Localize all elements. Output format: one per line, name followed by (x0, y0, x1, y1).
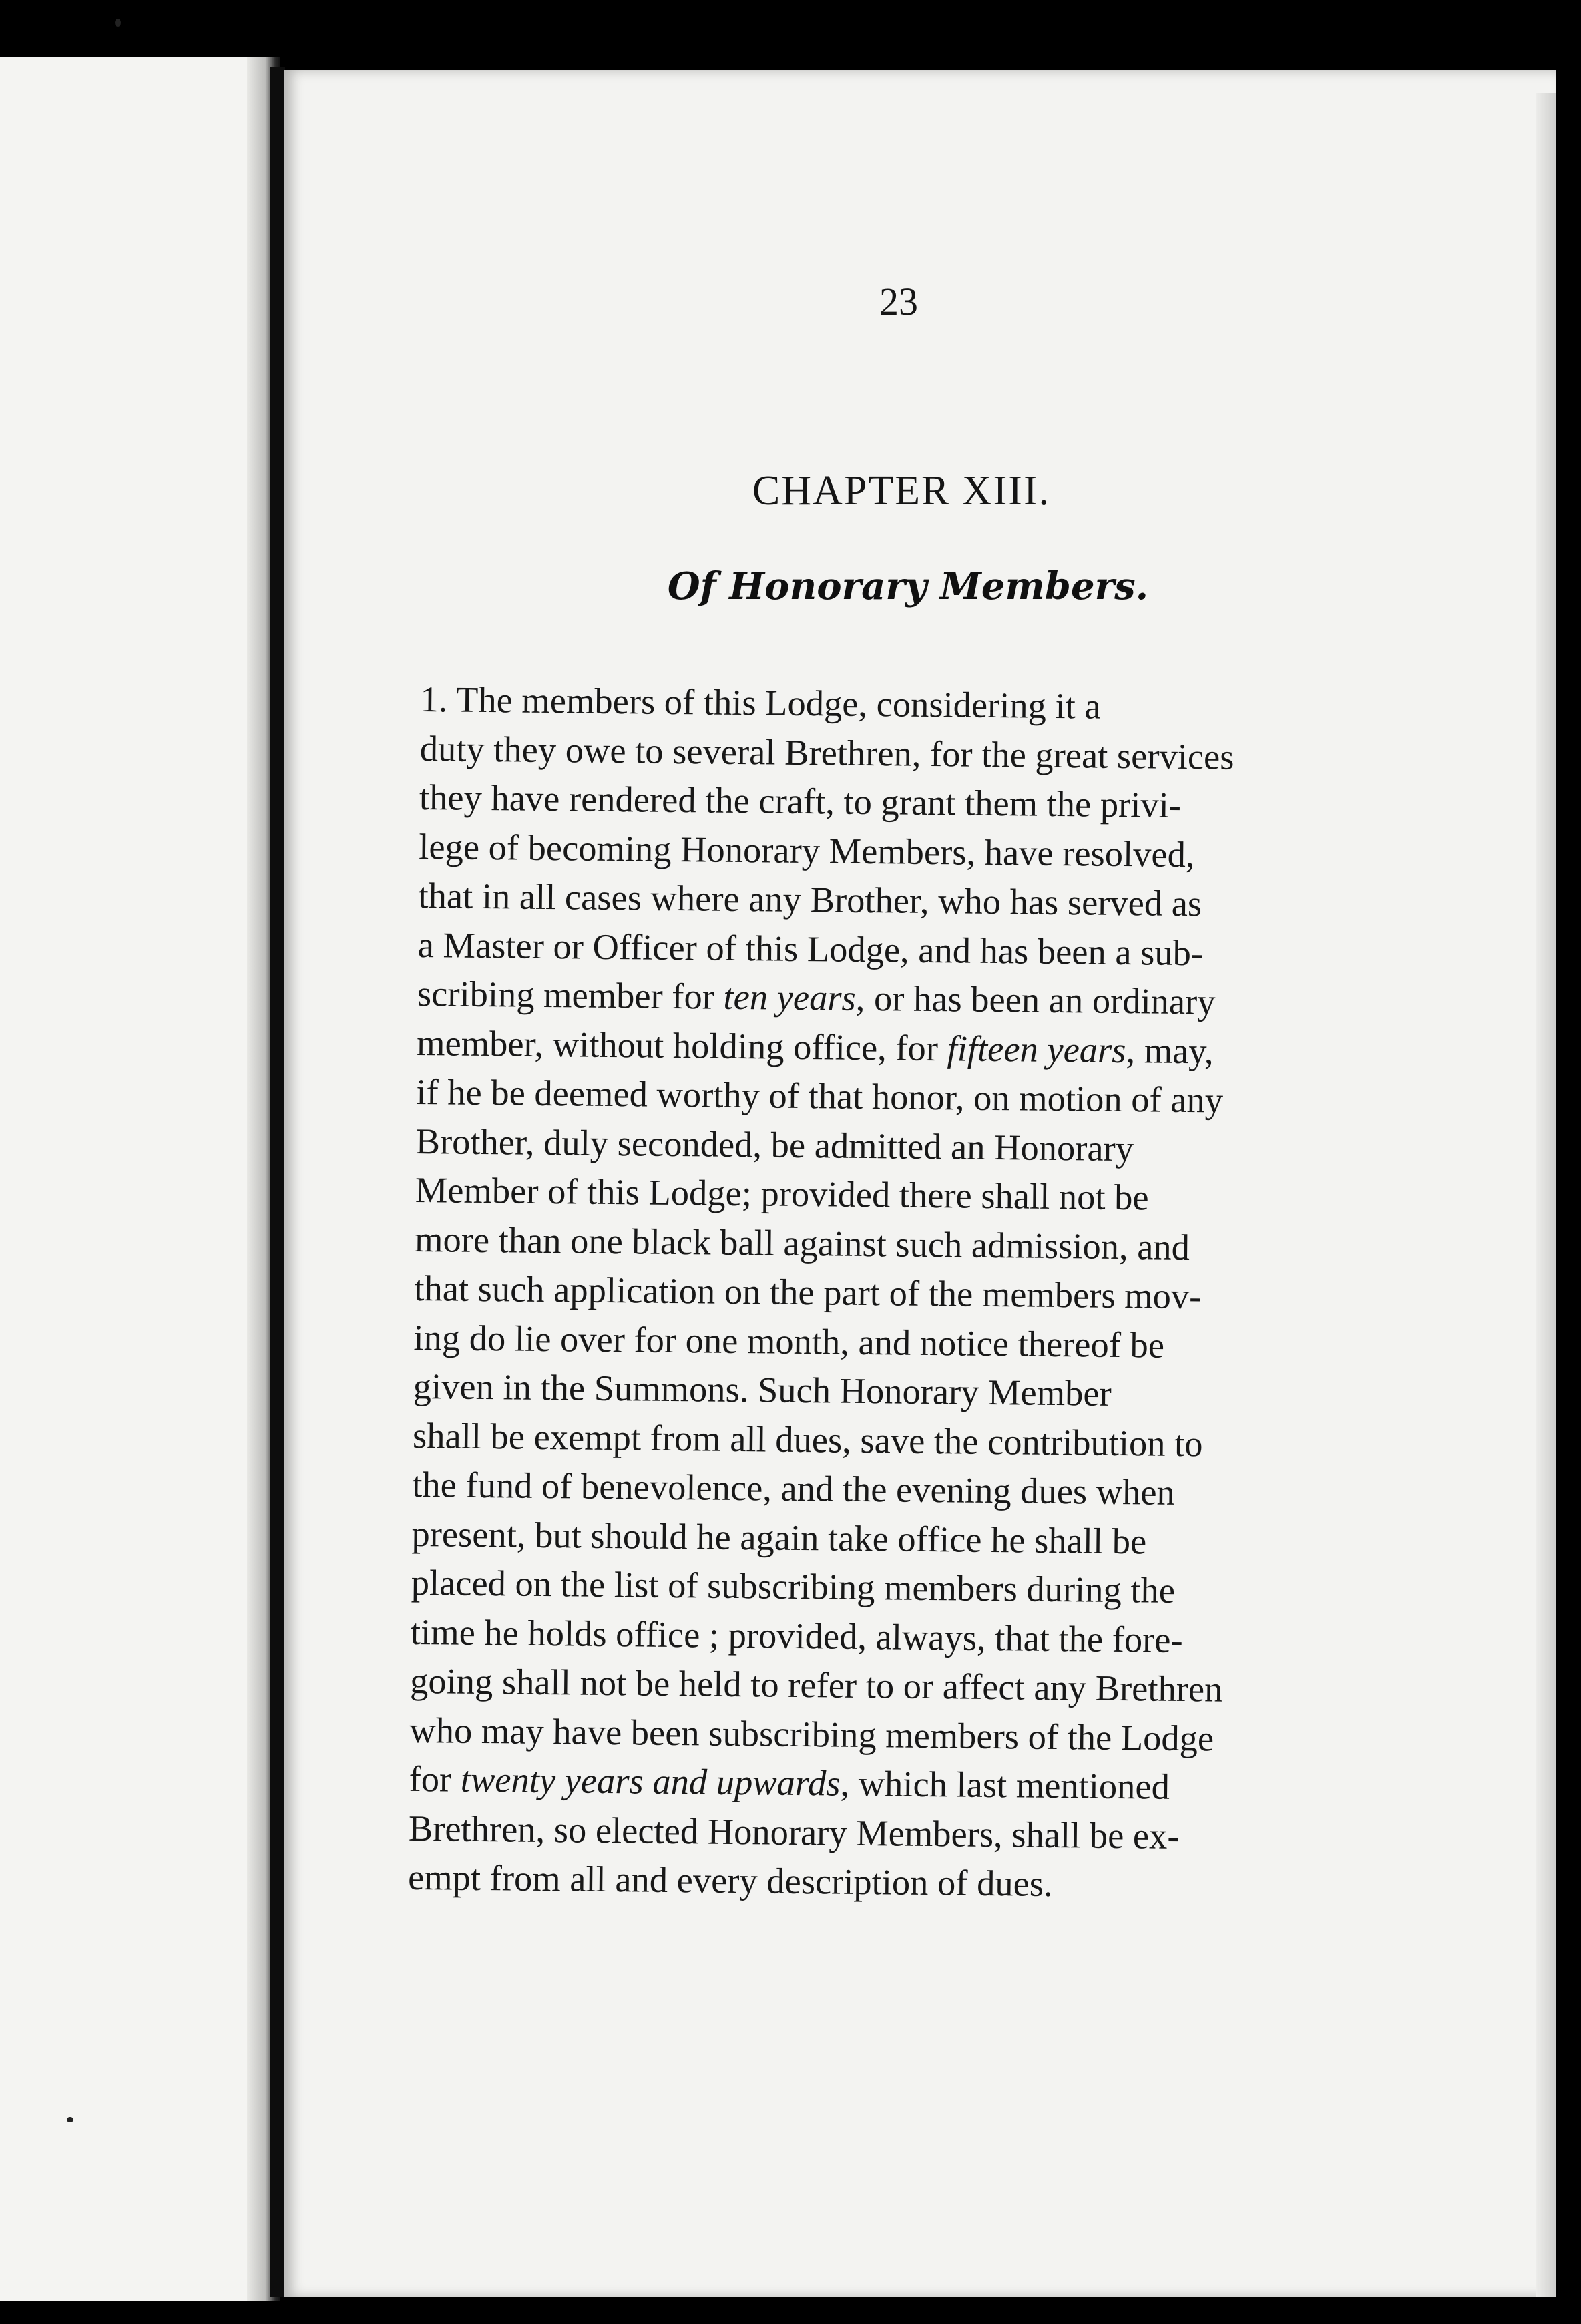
paragraph-line: that such application on the part of the members mov- (414, 1267, 1202, 1317)
paragraph-line: for twenty years and upwards, which last mentioned (409, 1758, 1170, 1807)
paragraph-line: the fund of benevolence, and the evening dues when (411, 1463, 1176, 1513)
paragraph-line: duty they owe to several Brethren, for the great services (419, 727, 1234, 777)
paragraph-line: who may have been subscribing members of the Lodge (409, 1709, 1214, 1759)
paragraph-line: Brethren, so elected Honorary Members, shall be ex- (408, 1807, 1180, 1857)
paragraph-line: a Master or Officer of this Lodge, and has been a sub- (417, 924, 1204, 973)
paragraph-line: scribing member for ten years, or has been an ordinary (417, 972, 1216, 1022)
page-number: 23 (879, 280, 918, 323)
emphasis-text: fifteen years (947, 1027, 1126, 1071)
paragraph-line: ing do lie over for one month, and notice thereof be (413, 1316, 1165, 1366)
paragraph-line: going shall not be held to refer to or affect any Brethren (409, 1660, 1223, 1710)
paragraph-line: shall be exempt from all dues, save the contribution to (412, 1414, 1203, 1464)
paragraph-line: placed on the list of subscribing members during the (411, 1561, 1176, 1611)
ink-speck (115, 19, 121, 27)
paragraph-line: 1. The members of this Lodge, considering it a (420, 678, 1102, 727)
left-page (0, 57, 254, 2301)
paragraph-line: they have rendered the craft, to grant them the privi- (419, 776, 1182, 825)
paragraph-line: empt from all and every description of dues. (407, 1856, 1053, 1905)
body-paragraph (408, 674, 1355, 1911)
paragraph-line: Member of this Lodge; provided there shall not be (415, 1169, 1149, 1218)
book-spine (270, 67, 285, 2297)
section-heading: Of Honorary Members. (667, 564, 1149, 608)
paragraph-line: more than one black ball against such admission, and (414, 1218, 1190, 1268)
paragraph-line: that in all cases where any Brother, who has served as (418, 874, 1202, 924)
paragraph-line: if he be deemed worthy of that honor, on motion of any (416, 1071, 1224, 1121)
ink-speck (67, 2117, 73, 2122)
emphasis-text: ten years (723, 976, 857, 1018)
right-page-edge (1536, 93, 1556, 2297)
paragraph-line: Brother, duly seconded, be admitted an Honorary (415, 1120, 1134, 1169)
paragraph-line: member, without holding office, for fifteen years, may, (416, 1022, 1214, 1071)
chapter-heading: CHAPTER XIII. (752, 468, 1051, 514)
paragraph-line: given in the Summons. Such Honorary Member (413, 1365, 1112, 1414)
paragraph-line: lege of becoming Honorary Members, have resolved, (418, 825, 1195, 875)
paragraph-line: present, but should he again take office he shall be (411, 1513, 1147, 1561)
paragraph-line: time he holds office ; provided, always, that the fore- (410, 1611, 1184, 1660)
emphasis-text: twenty years and upwards (460, 1758, 841, 1804)
